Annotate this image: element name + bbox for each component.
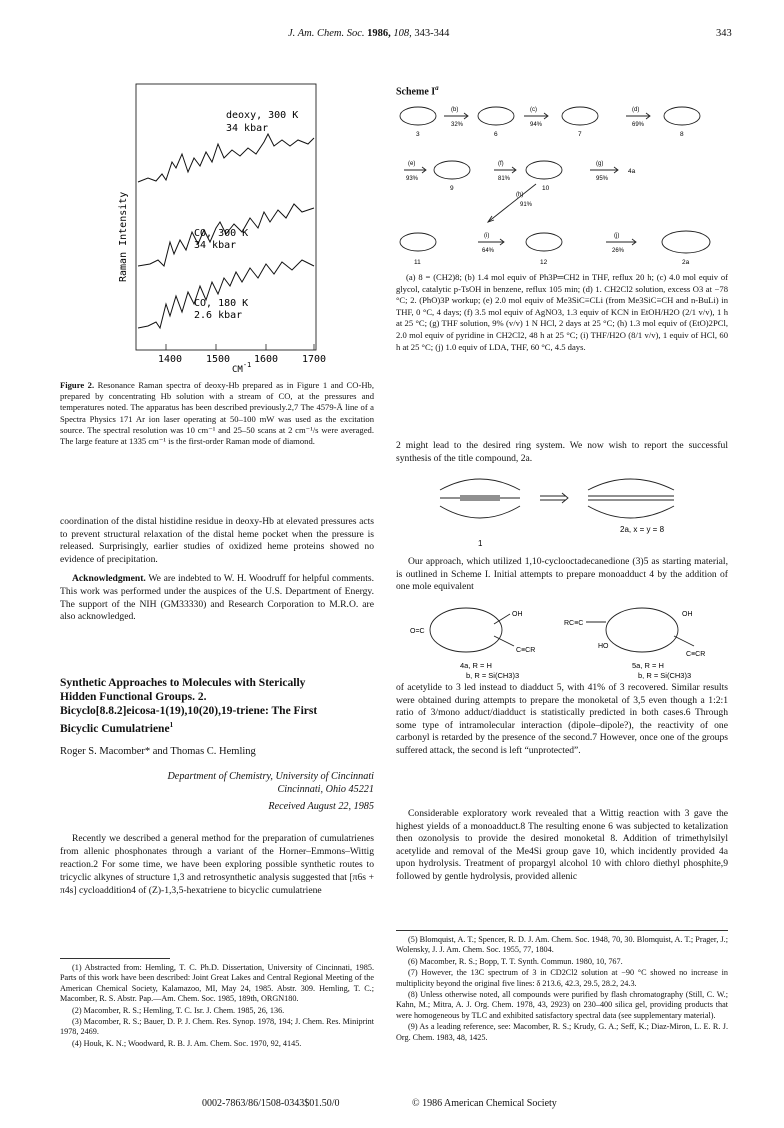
arrow-i-yield: 64% [482, 248, 495, 254]
authors: Roger S. Macomber* and Thomas C. Hemling [60, 746, 256, 757]
label-deoxy-2: 34 kbar [226, 123, 269, 134]
acknowledgment-label: Acknowledgment. [72, 573, 146, 585]
struct4-oh-bond [494, 614, 510, 624]
article-body-left: Recently we described a general method for the preparation of cumulatrienes from allenic phosphonates through a variant of the Horner–Emmons–Wittig reaction.2 For some time, we have been exploring possible synthetic routes to tricyclic alkynes of structure 1,3 and retrosynthetic analysis suggested that [π6s + π4s] cycloaddition4 of (Z)-1,3,5-hexatriene to bicyclic cumulatriene [60, 833, 374, 896]
x-axis-unit: $CM^{-1}$ [232, 361, 252, 372]
journal-pages: 343-344 [414, 28, 450, 39]
structure-4 [430, 608, 502, 652]
label-deoxy-1: deoxy, 300 K [226, 110, 299, 121]
arrow-i-label: (i) [484, 233, 490, 239]
arrow-b-label: (b) [451, 107, 459, 113]
footnote-3: (3) Macomber, R. S.; Bauer, D. P. J. Chem. Res. Synop. 1978, 194; J. Chem. Res. Miniprint 1978, 2469. [60, 1017, 374, 1037]
footnote-rule-right [396, 930, 728, 931]
xtick-1400: 1400 [158, 354, 183, 365]
arrow-b-yield: 32% [451, 122, 464, 128]
xtick-1700: 1700 [302, 354, 327, 365]
label-co300-2: 34 kbar [194, 240, 237, 251]
right-paragraph-1: 2 might lead to the desired ring system. We now wish to report the successful synthesis of the title compound, 2a. [396, 440, 728, 464]
molecule-9 [434, 161, 470, 179]
svg-text:RC≡C: RC≡C [564, 620, 584, 627]
arrow-h-yield: 91% [520, 202, 533, 208]
number-10: 10 [542, 185, 550, 192]
molecule-12 [526, 233, 562, 251]
figure2-caption-text: Resonance Raman spectra of deoxy-Hb prepared as in Figure 1 and CO-Hb, prepared by concentrating Hb solution with a stream of CO, at the pressures and temperatures noted. The apparatus has been described previously.2,7 The 4579-Å line of a Spectra Physics 171 Ar ion laser operating at 50–100 mW was used as the excitation source. The spectral resolution was 10 cm⁻¹ and 25–50 scans at 2 cm⁻¹/s were averaged. The large feature at 1335 cm⁻¹ is the first-order Raman mode of diamond. [60, 380, 374, 447]
number-3: 3 [416, 131, 420, 138]
arrow-f-yield: 81% [498, 176, 511, 182]
struct2a-bottom-chain [588, 506, 674, 518]
arrow-g-label: (g) [596, 161, 604, 167]
figure2-caption-label: Figure 2. [60, 380, 95, 390]
footnote-8: (8) Unless otherwise noted, all compounds were purified by flash chromatography (Still, C. W.; Kahn, M.; Mitra, A. J. Org. Chem. 1978, 43, 2923) on 230–400 silica gel, providing products that were homogeneous by TLC and exhibited satisfactory spectral data (see supplementary material). [396, 990, 728, 1020]
number-6: 6 [494, 131, 498, 138]
struct2a-label: 2a, x = y = 8 [620, 525, 665, 534]
number-7: 7 [578, 131, 582, 138]
right-paragraph-3: of acetylide to 3 led instead to diadduct 5, with 41% of 3 recovered. Similar results were obtained during attempts to prepare the monoketal of 3,5 even though a 1:2:1 ratio of 3/mono adduct/diadduct is statistically predicted in both cases.6 Through some type of intramolecular interaction (dipole–dipole?), the reactivity of one carbonyl is retarded by the presence of the second.7 However, once one of the groups suffered attack, the second is left “unprotected”. [396, 682, 728, 756]
y-axis-label: Raman Intensity [118, 191, 129, 282]
affiliation-department: Department of Chemistry, University of Cincinnati [167, 771, 374, 782]
arrow-d-label: (d) [632, 107, 640, 113]
struct2a-top-chain [588, 479, 674, 490]
svg-text:C≡CR: C≡CR [516, 647, 536, 654]
arrow-e-label: (e) [408, 161, 416, 167]
struct4a-label: 4a, R = H [460, 661, 492, 670]
arrow-j-label: (j) [614, 233, 620, 239]
acknowledgment [60, 573, 374, 623]
molecule-3 [400, 107, 436, 125]
footer-code: 0002-7863/86/1508-0343$01.50/0 [202, 1098, 340, 1109]
footnote-rule-left [60, 958, 170, 959]
journal-volume: 108, [393, 28, 412, 39]
molecule-8 [664, 107, 700, 125]
number-2a: 2a [682, 259, 690, 266]
left-body [60, 516, 374, 624]
struct5b-label: b, R = Si(CH3)3 [638, 671, 692, 680]
molecule-10 [526, 161, 562, 179]
journal-year: 1986, [367, 28, 391, 39]
molecule-2a [662, 231, 710, 253]
right-paragraph-2: Our approach, which utilized 1,10-cyclooctadecanedione (3)5 as starting material, is outlined in Scheme I. Initial attempts to prepare monoadduct 4 by the addition of one mole equivalent [396, 556, 728, 593]
number-11: 11 [414, 259, 421, 266]
xtick-1600: 1600 [254, 354, 279, 365]
number-8: 8 [680, 131, 684, 138]
right-footnotes [396, 935, 728, 1044]
raman-figure [108, 82, 348, 372]
received-date: Received August 22, 1985 [268, 801, 374, 812]
number-9: 9 [450, 185, 454, 192]
arrow-d-yield: 69% [632, 122, 645, 128]
running-header [288, 28, 449, 39]
scheme-footnote: (a) 8 = (CH2)8; (b) 1.4 mol equiv of Ph3P═CH2 in THF, reflux 20 h; (c) 4.0 mol equiv of glycol, catalytic p-TsOH in benzene, reflux 105 min; (d) 1. CH2Cl2 solution, excess O3 at −78 °C; 2. (PhO)3P workup; (e) 2.0 mol equiv of Me3SiC≡CLi (from Me3SiC≡CH and n-BuLi) in THF, 0 °C, 4 days; (f) 3.5 mol equiv of AgNO3, 1.3 equiv of KCN in EtOH/H2O (2/1 v/v), 1 h at 25 °C; (g) THF solution, 9% (v/v) 1 N HCl, 2 days at 25 °C; (h) 1.3 mol equiv of (EtO)2PCl, 2.0 mol equiv of pyridine in CH2Cl2, 48 h at 25 °C; (i) THF/H2O (8/1 v/v), 1 equiv of HCl, 60 h at 25 °C; (j) 1.0 equiv of LDA, THF, 60 °C, 4.5 days. [396, 272, 728, 352]
right-paragraph-4: Considerable exploratory work revealed that a Wittig reaction with 3 gave the highest yields of a monoadduct.8 The resulting enone 6 was subjected to ketalization then ozonolysis to provide the desired monoketal 8. Addition of trimethylsilyl acetylide and removal of the Me4Si group gave 10, which incidently provided 4a upon hydrolysis. Treatment of propargyl alcohol 10 with chloro diethyl phosphite,9 followed by gentle hydrolysis, provided allenic [396, 808, 728, 882]
struct5-alkyne-right [674, 636, 694, 646]
footnote-5: (5) Blomquist, A. T.; Spencer, R. D. J. Am. Chem. Soc. 1948, 70, 30. Blomquist, A. T.; Prager, J.; Wolensky, J. J. Am. Chem. Soc. 1955, 77, 1804. [396, 935, 728, 955]
label-co180-2: 2.6 kbar [194, 310, 243, 321]
scheme-diagram [396, 96, 726, 276]
journal-name: J. Am. Chem. Soc. [288, 28, 365, 39]
title-line-2: Hidden Functional Groups. 2. [60, 691, 207, 703]
arrow-c-yield: 94% [530, 122, 543, 128]
left-footnotes [60, 963, 374, 1050]
footnote-7: (7) However, the 13C spectrum of 3 in CD2Cl2 solution at −90 °C showed no increase in multiplicity beyond the original five lines: δ 213.6, 42.3, 29.5, 28.2, 24.3. [396, 968, 728, 988]
structures-1-2a [420, 468, 710, 550]
xtick-1500: 1500 [206, 354, 231, 365]
affiliation [60, 770, 374, 813]
struct4b-label: b, R = Si(CH3)3 [466, 671, 520, 680]
arrow-g-yield: 95% [596, 176, 609, 182]
svg-text:OH: OH [682, 611, 693, 618]
structure-5 [606, 608, 678, 652]
x-ticks [166, 344, 314, 350]
title-line-1: Synthetic Approaches to Molecules with Sterically [60, 677, 306, 689]
label-co180-1: CO, 180 K [194, 298, 249, 309]
molecule-6 [478, 107, 514, 125]
structures-4-5 [410, 600, 730, 680]
footnote-1: (1) Abstracted from: Hemling, T. C. Ph.D. Dissertation, University of Cincinnati, 1985. Parts of this work have been described: Joint Great Lakes and Central Regional Meeting of the American Chemical Society, Kalamazoo, MI, May 24, 1985. Abstr. 309. Hemling, T. C.; Macomber, R. S. Abstr. Pap.—Am. Chem. Soc. 1985, 189th, ORGN180. [60, 963, 374, 1004]
svg-text:HO: HO [598, 643, 609, 650]
footnote-6: (6) Macomber, R. S.; Bopp, T. T. Synth. Commun. 1980, 10, 767. [408, 956, 623, 966]
arrow-j-yield: 26% [612, 248, 625, 254]
footnote-4: (4) Houk, K. N.; Woodward, R. B. J. Am. Chem. Soc. 1970, 92, 4145. [72, 1038, 302, 1048]
figure2-caption [60, 380, 374, 447]
arrow-f-label: (f) [498, 161, 504, 167]
deoxy-spectrum [138, 134, 314, 182]
footnote-9: (9) As a leading reference, see: Macomber, R. S.; Krudy, G. A.; Seff, K.; Diaz-Miron, L. E. R. J. Org. Chem. 1983, 48, 1425. [396, 1022, 728, 1042]
label-co300-1: CO, 300 K [194, 228, 249, 239]
acknowledgment-text: We are indebted to W. H. Woodruff for helpful comments. This work was performed under the auspices of the U.S. Department of Energy. The support of the NIH (GM33330) and Research Corporation to M.R.O. are also acknowledged. [60, 573, 374, 623]
number-12: 12 [540, 259, 548, 266]
molecule-7 [562, 107, 598, 125]
svg-text:OH: OH [512, 611, 523, 618]
struct5a-label: 5a, R = H [632, 661, 664, 670]
struct1-bottom-chain [440, 506, 520, 518]
struct4-carbonyl: O=C [410, 628, 425, 635]
struct1-top-chain [440, 479, 520, 490]
svg-text:C≡CR: C≡CR [686, 651, 706, 658]
struct1-label: 1 [478, 539, 483, 548]
title-line-3: Bicyclo[8.8.2]eicosa-1(19),10(20),19-triene: The First [60, 705, 318, 717]
scheme-title: Scheme $I^a$ [396, 84, 439, 98]
affiliation-city: Cincinnati, Ohio 45221 [277, 784, 374, 795]
arrow-h-label: (h) [516, 192, 524, 198]
arrow-e-yield: 93% [406, 176, 419, 182]
article-title [60, 676, 374, 736]
product-4a: 4a [628, 168, 636, 175]
arrow-c-label: (c) [530, 107, 537, 113]
title-line-4: Bicyclic Cumulatriene$^1$ [60, 721, 174, 735]
footer-copyright: © 1986 American Chemical Society [412, 1098, 557, 1109]
molecule-11 [400, 233, 436, 251]
footnote-2: (2) Macomber, R. S.; Hemling, T. C. Isr. J. Chem. 1985, 26, 136. [72, 1005, 285, 1015]
left-paragraph-1: coordination of the distal histidine residue in deoxy-Hb at elevated pressures acts to prevent structural relaxation of the distal heme pocket when the pressure is released. Surprisingly, earlier studies of oxidized heme proteins showed no evidence of precipitation. [60, 516, 374, 565]
page-number: 343 [716, 28, 732, 39]
